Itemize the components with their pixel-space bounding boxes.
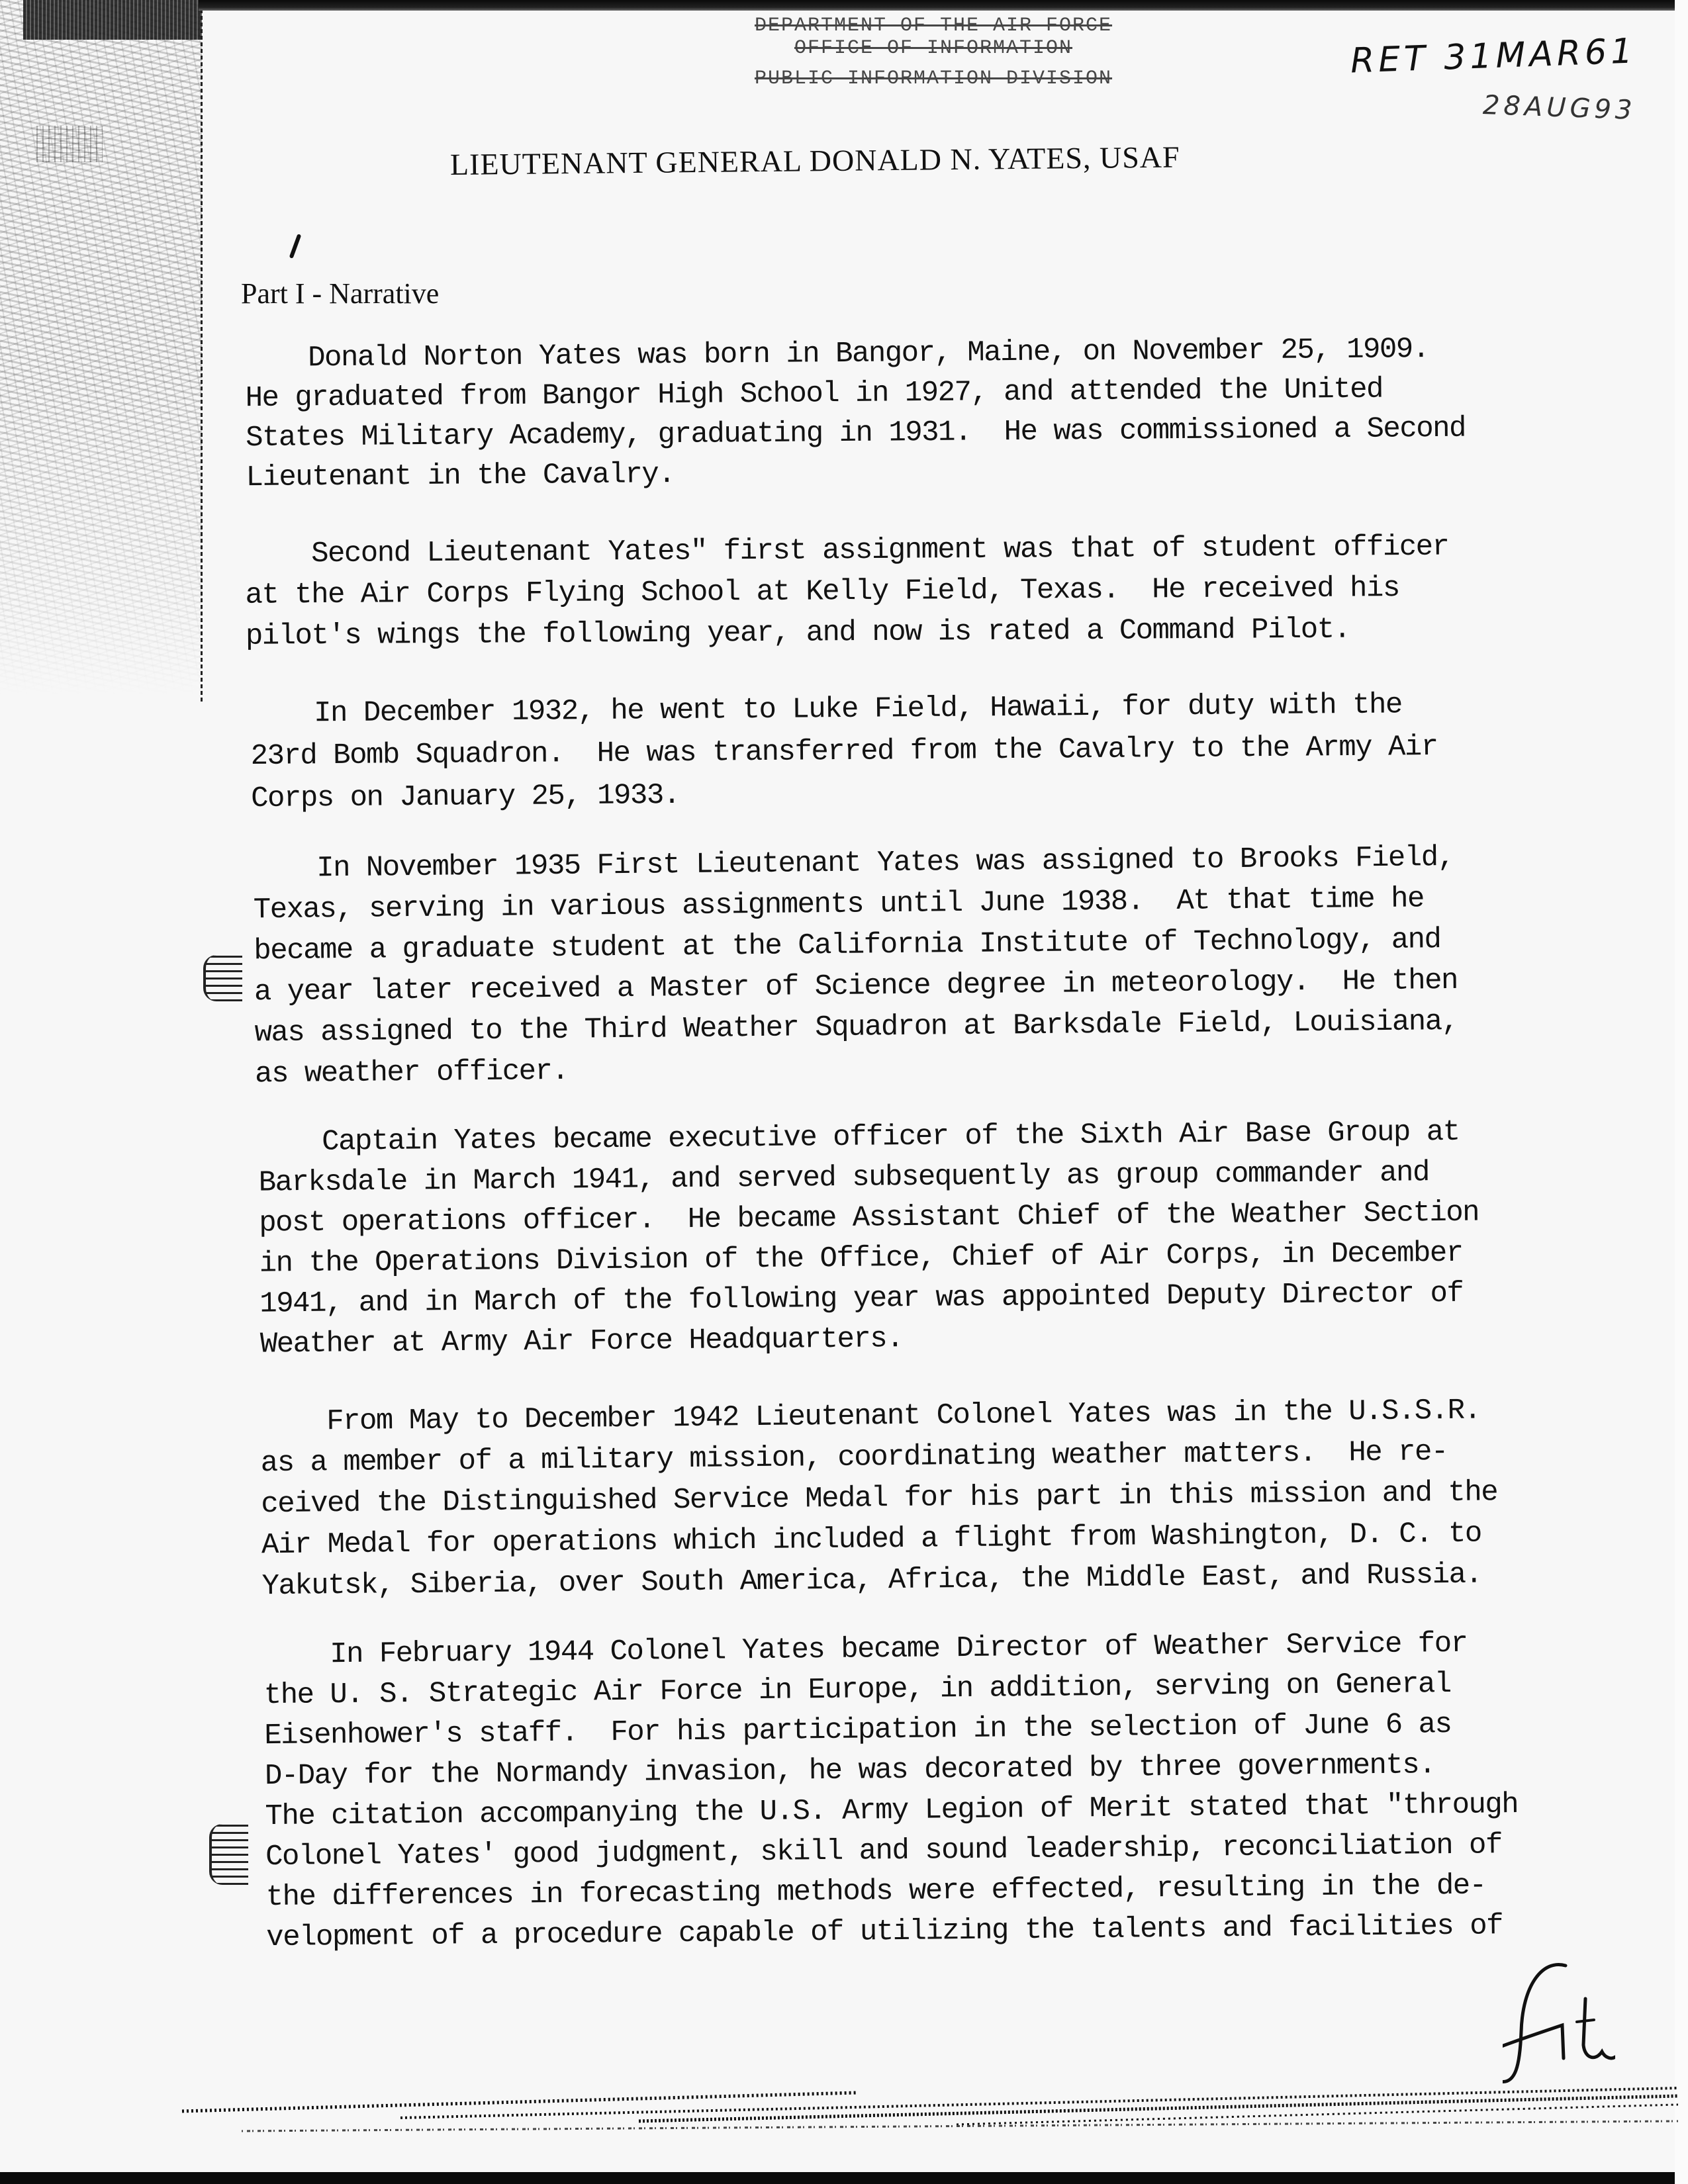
paragraph-line: the U. S. Strategic Air Force in Europe, in addition, serving on General [263,1667,1452,1713]
paragraph-line: He graduated from Bangor High School in 1927, and attended the United [245,373,1383,416]
paragraph [0,1625,1688,1955]
paragraph-line: Barksdale in March 1941, and served subsequently as group commander and [258,1156,1430,1200]
scan-right-strip [1675,0,1688,2184]
paragraph-line: Captain Yates became executive officer of the Sixth Air Base Group at [321,1115,1460,1159]
paragraph-line: In December 1932, he went to Luke Field, Hawaii, for duty with the [313,688,1403,731]
pen-tick-mark [289,234,302,259]
paragraph-line: In November 1935 First Lieutenant Yates was assigned to Brooks Field, [316,841,1454,886]
page-left-edge [201,7,203,702]
paragraph-line: in the Operations Division of the Office, Chief of Air Corps, in December [259,1236,1463,1281]
paragraph-line: Air Medal for operations which included a flight from Washington, D. C. to [261,1517,1482,1563]
paragraph-line: From May to December 1942 Lieutenant Colonel Yates was in the U.S.S.R. [326,1394,1481,1439]
paragraph-line: 23rd Bomb Squadron. He was transferred from the Cavalry to the Army Air [250,730,1438,774]
paragraph-line: velopment of a procedure capable of utilizing the talents and facilities of [266,1909,1503,1955]
paragraph-line: 1941, and in March of the following year was appointed Deputy Director of [259,1277,1464,1321]
paragraph-line: D-Day for the Normandy invasion, he was decorated by three governments. [264,1749,1436,1794]
paragraph-line: Lieutenant in the Cavalry. [246,458,675,495]
document-title: LIEUTENANT GENERAL DONALD N. YATES, USAF [449,140,1180,181]
paragraph-line: pilot's wings the following year, and now is rated a Command Pilot. [245,613,1350,653]
paragraph-line: ceived the Distinguished Service Medal for his part in this mission and the [261,1476,1498,1522]
letterhead-stamp [688,15,1178,90]
handwritten-retirement-note: RET 31MAR61 [1350,31,1638,81]
section-heading: Part I - Narrative [241,277,440,310]
paragraph-line: the differences in forecasting methods were effected, resulting in the de- [265,1869,1486,1915]
paragraph-line: The citation accompanying the U.S. Army Legion of Merit stated that "through [265,1788,1519,1834]
scan-bottom-border [0,2172,1688,2184]
handwritten-date-note: 28AUG93 [1482,89,1637,126]
scan-noise-top-left [23,0,202,40]
paragraph-line: Colonel Yates' good judgment, skill and sound leadership, reconciliation of [265,1829,1503,1874]
paragraph-line: Texas, serving in various assignments until June 1938. At that time he [253,882,1425,927]
dotted-scan-lines [175,2078,1678,2138]
paragraph [0,529,1688,653]
paragraph [0,839,1688,1091]
handwritten-initials [1503,1959,1615,2091]
paragraph [0,1392,1688,1604]
paragraph-line: post operations officer. He became Assistant Chief of the Weather Section [259,1196,1479,1240]
scan-top-border [199,0,1688,11]
paragraph-line: as a member of a military mission, coordinating weather matters. He re- [260,1435,1448,1480]
paragraph-line: was assigned to the Third Weather Squadron at Barksdale Field, Louisiana, [254,1005,1458,1050]
paragraph-line: became a graduate student at the California Institute of Technology, and [254,923,1441,968]
scan-grid-artifact [36,126,103,162]
paragraph [0,1114,1688,1361]
paragraph-line: In February 1944 Colonel Yates became Director of Weather Service for [329,1627,1468,1672]
margin-bracket-mark [203,955,242,1001]
margin-bracket-mark [209,1824,248,1885]
paragraph-line: a year later received a Master of Science degree in meteorology. He then [254,964,1458,1009]
scan-noise-left-margin [0,0,202,695]
letterhead-line-division: PUBLIC INFORMATION DIVISION [754,68,1113,90]
paragraph-line: States Military Academy, graduating in 1931. He was commissioned a Second [245,412,1466,455]
letterhead-line-department: DEPARTMENT OF THE AIR FORCE [754,15,1113,37]
paragraph-line: Weather at Army Air Force Headquarters. [259,1322,904,1361]
paragraph-line: Corps on January 25, 1933. [250,778,680,816]
paragraph [0,331,1688,495]
paragraph-line: at the Air Corps Flying School at Kelly Field, Texas. He received his [245,572,1399,612]
paragraph-line: Donald Norton Yates was born in Bangor, Maine, on November 25, 1909. [307,333,1429,375]
paragraph-line: as weather officer. [254,1054,569,1091]
paragraph-line: Yakutsk, Siberia, over South America, Africa, the Middle East, and Russia. [261,1558,1482,1604]
letterhead-line-office: OFFICE OF INFORMATION [794,37,1073,60]
paragraph-line: Eisenhower's staff. For his participation in the selection of June 6 as [264,1707,1452,1753]
paragraph-line: Second Lieutenant Yates" first assignment was that of student officer [310,530,1449,571]
paragraph [0,686,1688,816]
